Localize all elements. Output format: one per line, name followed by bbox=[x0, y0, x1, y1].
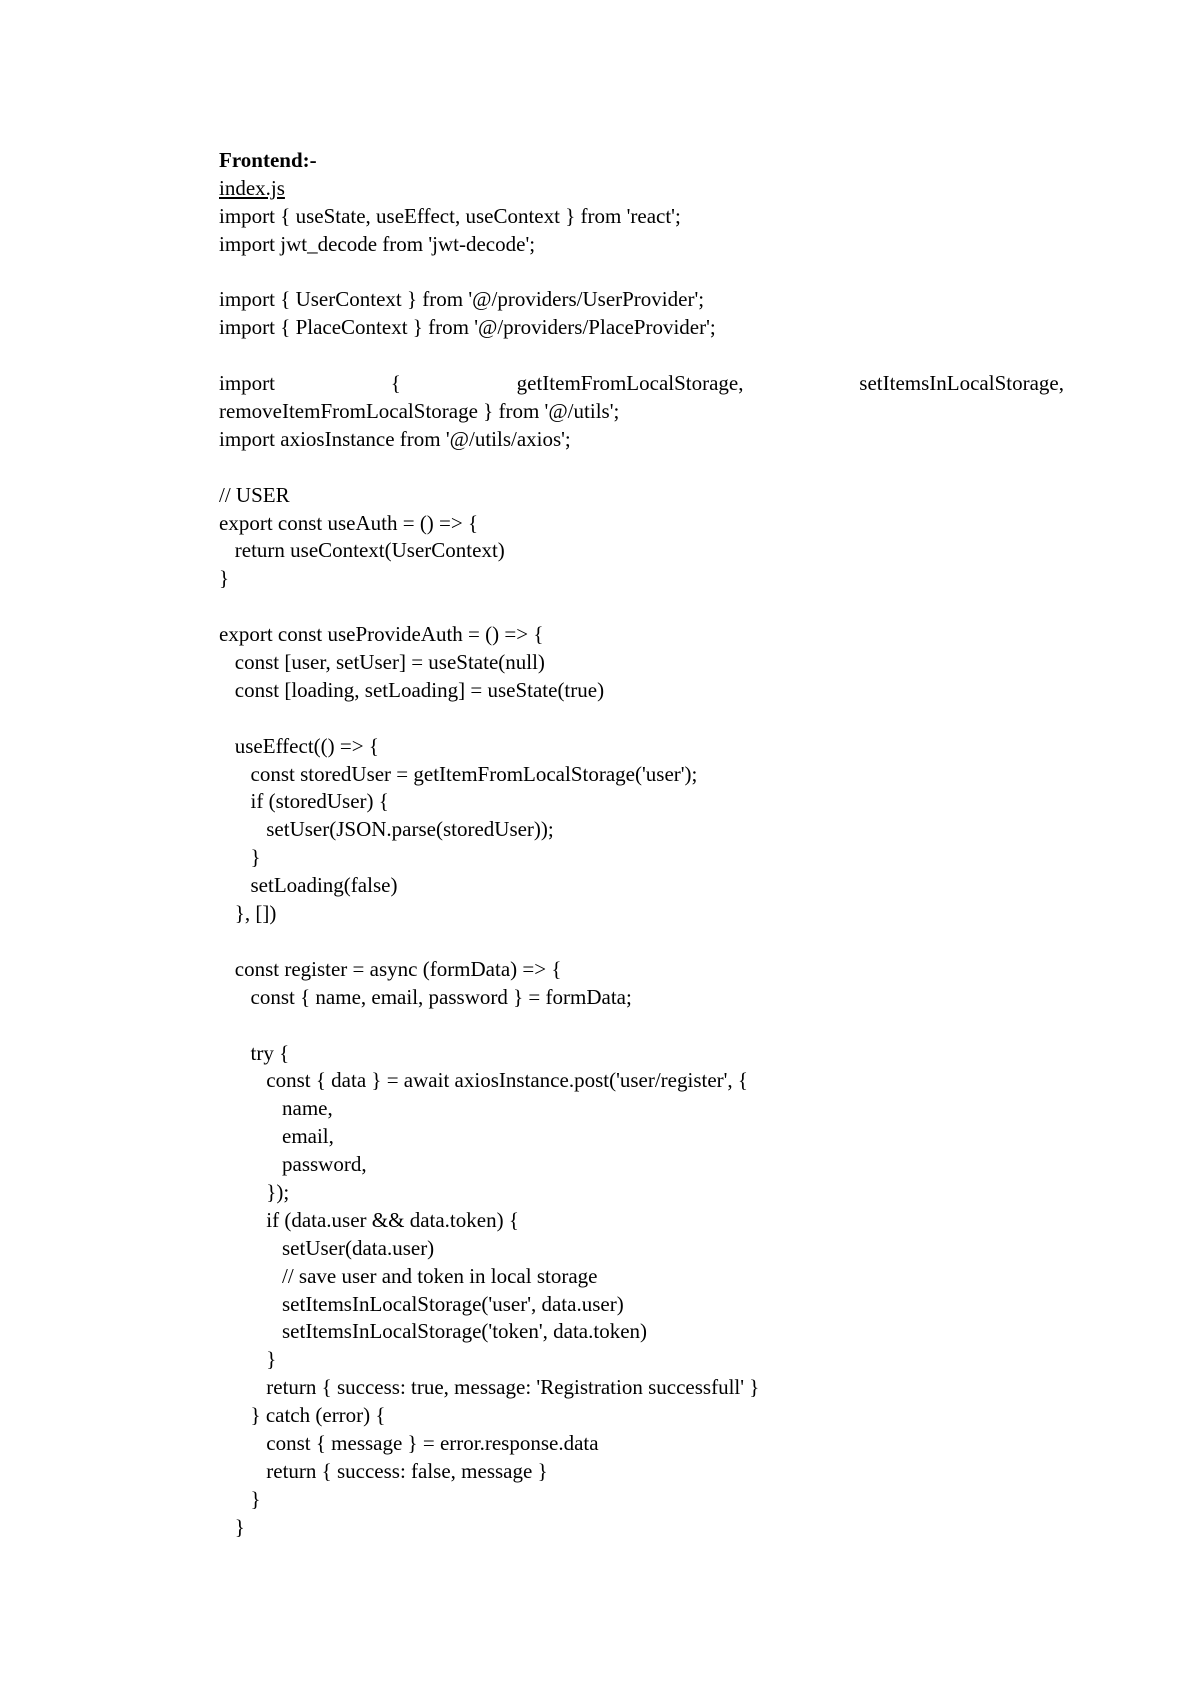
code-line bbox=[219, 454, 1069, 482]
code-line: setItemsInLocalStorage('token', data.token) bbox=[219, 1319, 648, 1344]
code-line: // save user and token in local storage bbox=[219, 1263, 598, 1288]
code-line: password, bbox=[219, 1152, 367, 1177]
code-line: return useContext(UserContext) bbox=[219, 538, 505, 563]
code-line: export const useAuth = () => { bbox=[219, 510, 479, 535]
justified-part: { bbox=[390, 371, 401, 396]
code-line: } bbox=[219, 1486, 261, 1511]
code-line: } bbox=[219, 1514, 245, 1539]
code-line: useEffect(() => { bbox=[219, 733, 379, 758]
code-line: const { message } = error.response.data bbox=[219, 1430, 599, 1455]
code-line: if (data.user && data.token) { bbox=[219, 1207, 519, 1232]
justified-part: setItemsInLocalStorage, bbox=[859, 371, 1064, 396]
code-line: }); bbox=[219, 1179, 290, 1204]
code-line: return { success: true, message: 'Registration successfull' } bbox=[219, 1375, 760, 1400]
code-line bbox=[219, 342, 1069, 370]
code-line: email, bbox=[219, 1124, 334, 1149]
code-line: setUser(data.user) bbox=[219, 1235, 435, 1260]
code-line: const storedUser = getItemFromLocalStorage('user'); bbox=[219, 761, 698, 786]
code-line bbox=[219, 593, 1069, 621]
code-line: const { name, email, password } = formData; bbox=[219, 984, 632, 1009]
code-line: const [user, setUser] = useState(null) bbox=[219, 650, 545, 675]
code-block-imports bbox=[219, 203, 1069, 370]
code-block-body bbox=[219, 398, 1069, 1542]
document-body bbox=[219, 147, 1069, 1542]
code-line: const { data } = await axiosInstance.post('user/register', { bbox=[219, 1068, 749, 1093]
code-line: } bbox=[219, 1347, 277, 1372]
code-line bbox=[219, 928, 1069, 956]
code-line-justified-import bbox=[219, 370, 1064, 398]
code-line: const register = async (formData) => { bbox=[219, 956, 562, 981]
code-line: setItemsInLocalStorage('user', data.user) bbox=[219, 1291, 624, 1316]
code-line: }, []) bbox=[219, 901, 277, 926]
code-line: import { UserContext } from '@/providers/UserProvider'; bbox=[219, 287, 705, 312]
code-line: import { useState, useEffect, useContext } from 'react'; bbox=[219, 203, 681, 228]
code-line: name, bbox=[219, 1096, 333, 1121]
file-name-label: index.js bbox=[219, 175, 285, 200]
code-line: setLoading(false) bbox=[219, 873, 398, 898]
code-line bbox=[219, 1012, 1069, 1040]
code-line: } catch (error) { bbox=[219, 1403, 386, 1428]
code-line: setUser(JSON.parse(storedUser)); bbox=[219, 817, 554, 842]
code-line bbox=[219, 259, 1069, 287]
code-line: } bbox=[219, 845, 261, 870]
code-line: } bbox=[219, 566, 230, 591]
code-line: try { bbox=[219, 1040, 290, 1065]
justified-part: import bbox=[219, 371, 275, 396]
code-line: export const useProvideAuth = () => { bbox=[219, 622, 544, 647]
code-line bbox=[219, 705, 1069, 733]
code-line: import { PlaceContext } from '@/providers/PlaceProvider'; bbox=[219, 315, 716, 340]
code-line: const [loading, setLoading] = useState(true) bbox=[219, 677, 605, 702]
code-line: import axiosInstance from '@/utils/axios'; bbox=[219, 426, 571, 451]
code-line: removeItemFromLocalStorage } from '@/utils'; bbox=[219, 399, 620, 424]
section-heading: Frontend:- bbox=[219, 148, 317, 172]
code-line: return { success: false, message } bbox=[219, 1458, 548, 1483]
justified-part: getItemFromLocalStorage, bbox=[516, 371, 744, 396]
code-line: if (storedUser) { bbox=[219, 789, 389, 814]
code-line: import jwt_decode from 'jwt-decode'; bbox=[219, 231, 536, 256]
code-line: // USER bbox=[219, 482, 290, 507]
